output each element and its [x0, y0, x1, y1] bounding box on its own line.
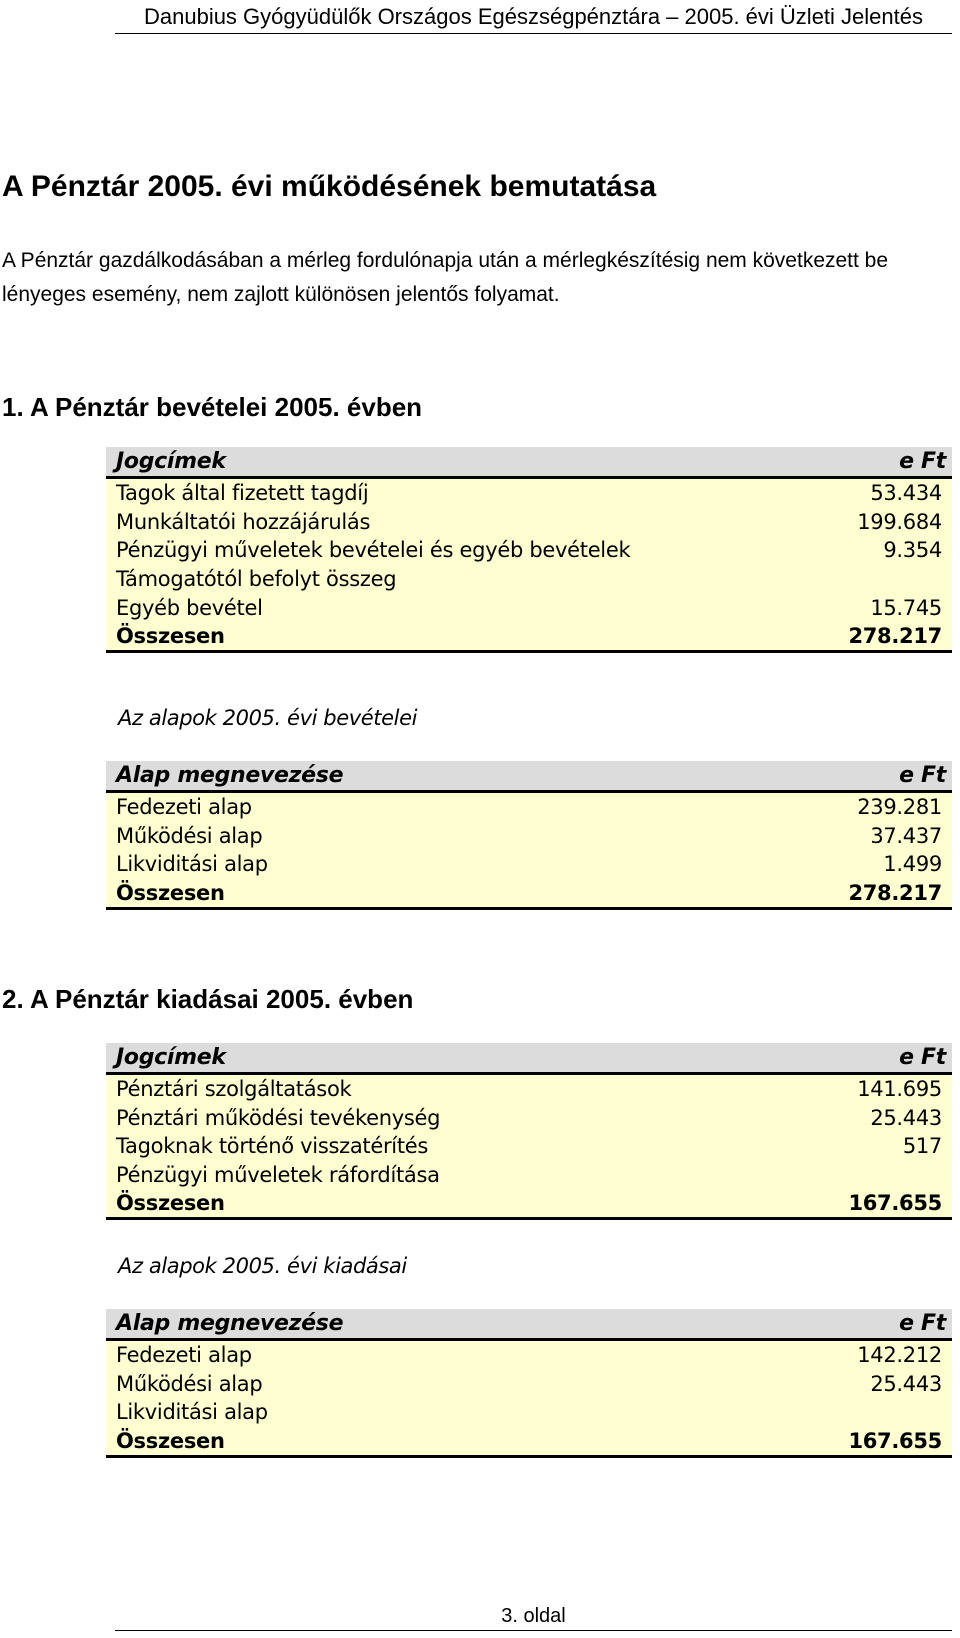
total-value: 167.655: [848, 1191, 942, 1216]
column-header-unit: e Ft: [899, 449, 946, 474]
total-value: 278.217: [848, 623, 942, 648]
funds-income-caption: Az alapok 2005. évi bevételei: [118, 706, 418, 730]
table-row: [106, 850, 952, 879]
row-value: 239.281: [857, 795, 942, 820]
column-header-unit: e Ft: [899, 1311, 946, 1336]
row-label: Pénztári működési tevékenység: [116, 1105, 441, 1130]
funds-income-table: [106, 761, 952, 910]
funds-expenses-caption: Az alapok 2005. évi kiadásai: [118, 1254, 407, 1278]
row-label: Pénzügyi műveletek ráfordítása: [116, 1163, 440, 1188]
table-row: [106, 593, 952, 622]
column-header-title: Jogcímek: [116, 1045, 226, 1070]
row-value: 15.745: [870, 595, 942, 620]
table-row: [106, 1132, 952, 1161]
total-value: 167.655: [848, 1428, 942, 1453]
row-label: Pénzügyi műveletek bevételei és egyéb bevételek: [116, 538, 631, 563]
row-label: Tagoknak történő visszatérítés: [116, 1134, 429, 1159]
column-header-unit: e Ft: [899, 1045, 946, 1070]
table-row: [106, 822, 952, 851]
table-row: [106, 536, 952, 565]
row-value: 517: [902, 1134, 942, 1159]
table-row: [106, 1075, 952, 1104]
table-row: [106, 479, 952, 508]
row-label: Tagok által fizetett tagdíj: [116, 481, 369, 506]
row-value: 53.434: [870, 481, 942, 506]
footer-divider: [115, 1630, 952, 1631]
funds-expenses-table: [106, 1309, 952, 1458]
table-total-row: [106, 1189, 952, 1220]
column-header-title: Alap megnevezése: [116, 1311, 344, 1336]
table-total-row: [106, 1427, 952, 1458]
row-label: Működési alap: [116, 823, 263, 848]
row-value: 9.354: [883, 538, 942, 563]
table-header: [106, 447, 952, 479]
table-row: [106, 1341, 952, 1370]
row-value: 25.443: [870, 1105, 942, 1130]
row-label: Likviditási alap: [116, 1400, 268, 1425]
section-heading-income: 1. A Pénztár bevételei 2005. évben: [2, 392, 423, 422]
column-header-title: Alap megnevezése: [116, 763, 344, 788]
table-header: [106, 1309, 952, 1341]
section-heading-expenses: 2. A Pénztár kiadásai 2005. évben: [2, 984, 414, 1014]
expenses-table: [106, 1043, 952, 1220]
row-label: Működési alap: [116, 1371, 263, 1396]
total-label: Összesen: [116, 1191, 225, 1216]
total-value: 278.217: [848, 880, 942, 905]
table-row: [106, 1161, 952, 1190]
row-value: 141.695: [857, 1077, 942, 1102]
row-value: 37.437: [870, 823, 942, 848]
page-header: Danubius Gyógyüdülők Országos Egészségpénztára – 2005. évi Üzleti Jelentés: [115, 4, 952, 34]
row-value: 142.212: [857, 1343, 942, 1368]
row-label: Munkáltatói hozzájárulás: [116, 509, 371, 534]
table-row: [106, 1398, 952, 1427]
total-label: Összesen: [116, 880, 225, 905]
table-total-row: [106, 622, 952, 653]
row-label: Egyéb bevétel: [116, 595, 263, 620]
row-value: 25.443: [870, 1371, 942, 1396]
table-row: [106, 793, 952, 822]
table-row: [106, 508, 952, 537]
row-label: Támogatótól befolyt összeg: [116, 567, 397, 592]
row-value: 1.499: [883, 852, 942, 877]
table-row: [106, 1104, 952, 1133]
total-label: Összesen: [116, 623, 225, 648]
table-total-row: [106, 879, 952, 910]
table-header: [106, 761, 952, 793]
page-number: 3. oldal: [501, 1605, 566, 1627]
row-label: Likviditási alap: [116, 852, 268, 877]
table-row: [106, 565, 952, 594]
row-label: Fedezeti alap: [116, 1343, 252, 1368]
page-title: A Pénztár 2005. évi működésének bemutatása: [2, 170, 657, 203]
table-row: [106, 1370, 952, 1399]
income-table: [106, 447, 952, 653]
total-label: Összesen: [116, 1428, 225, 1453]
intro-paragraph: A Pénztár gazdálkodásában a mérleg fordulónapja után a mérlegkészítésig nem következett be lényeges esemény, nem zajlott különösen jelentős folyamat.: [2, 249, 889, 306]
row-label: Fedezeti alap: [116, 795, 252, 820]
column-header-title: Jogcímek: [116, 449, 226, 474]
column-header-unit: e Ft: [899, 763, 946, 788]
table-header: [106, 1043, 952, 1075]
row-value: 199.684: [857, 509, 942, 534]
row-label: Pénztári szolgáltatások: [116, 1077, 352, 1102]
